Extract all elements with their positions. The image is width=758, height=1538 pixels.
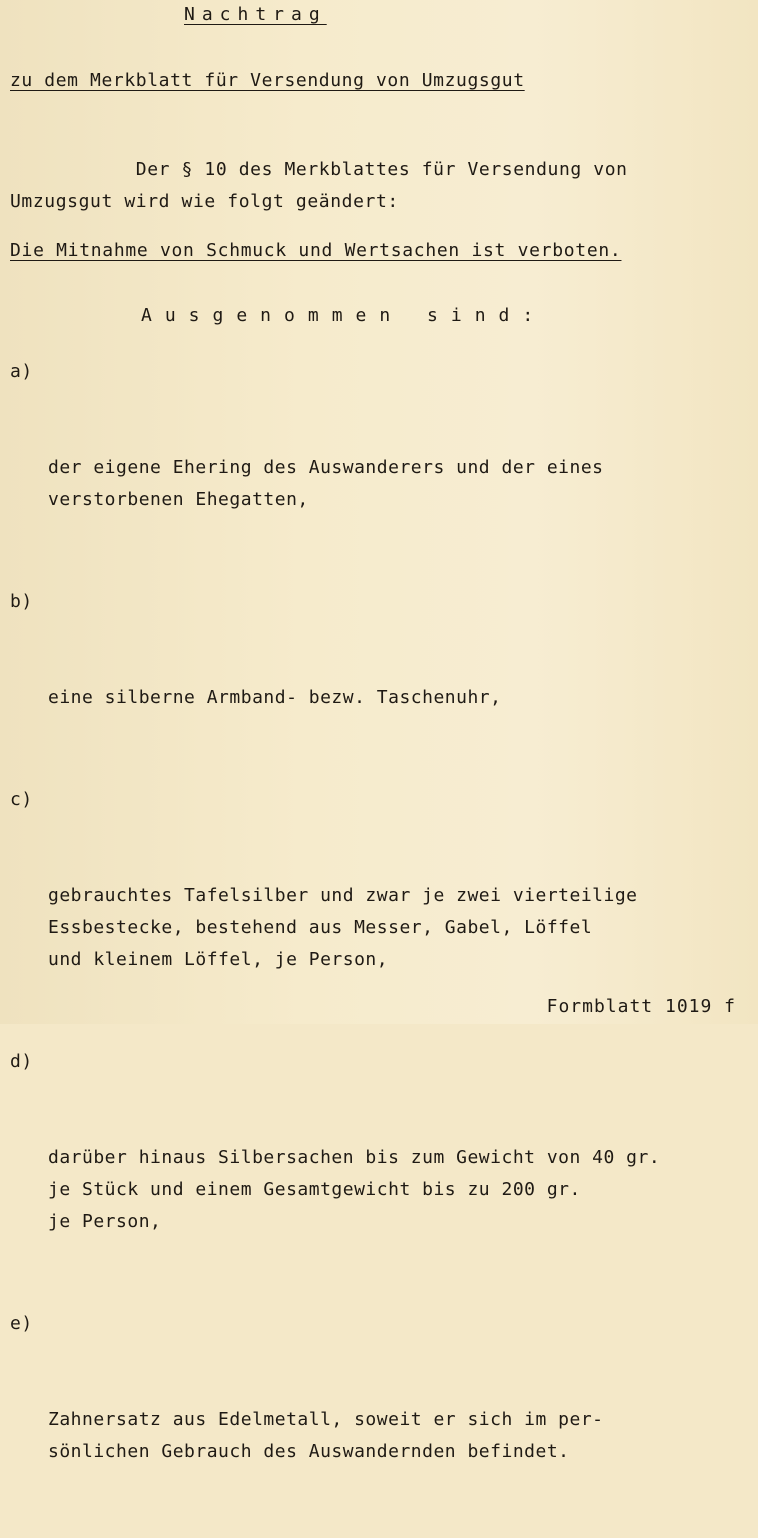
- document-title: Nachtrag: [184, 4, 327, 25]
- item-text: darüber hinaus Silbersachen bis zum Gewicht von 40 gr. je Stück und einem Gesamtgewicht bis zu 200 gr. je Person,: [48, 1147, 661, 1232]
- item-marker: c): [10, 789, 33, 810]
- form-number: Formblatt 1019 f: [546, 996, 736, 1017]
- item-text: der eigene Ehering des Auswanderers und der eines verstorbenen Ehegatten,: [48, 457, 604, 510]
- item-text: gebrauchtes Tafelsilber und zwar je zwei vierteilige Essbestecke, bestehend aus Messer, Gabel, Löffel und kleinem Löffel, je Person,: [48, 885, 638, 970]
- exception-item-e: [10, 1308, 755, 1532]
- document-subtitle: zu dem Merkblatt für Versendung von Umzugsgut: [10, 70, 525, 91]
- exception-item-b: [10, 586, 755, 778]
- exceptions-list: [10, 356, 755, 1538]
- item-marker: b): [10, 591, 33, 612]
- prohibition-statement: Die Mitnahme von Schmuck und Wertsachen ist verboten.: [10, 240, 622, 261]
- item-text: Zahnersatz aus Edelmetall, soweit er sich im per- sönlichen Gebrauch des Auswandernden befindet.: [48, 1409, 604, 1462]
- exception-item-a: [10, 356, 755, 580]
- exception-item-d: [10, 1046, 755, 1302]
- item-marker: e): [10, 1313, 33, 1334]
- intro-paragraph: Der § 10 des Merkblattes für Versendung von Umzugsgut wird wie folgt geändert:: [10, 159, 628, 212]
- item-text: eine silberne Armband- bezw. Taschenuhr,: [48, 687, 502, 708]
- item-marker: a): [10, 361, 33, 382]
- exceptions-heading: Ausgenommen sind:: [141, 305, 547, 326]
- item-marker: d): [10, 1051, 33, 1072]
